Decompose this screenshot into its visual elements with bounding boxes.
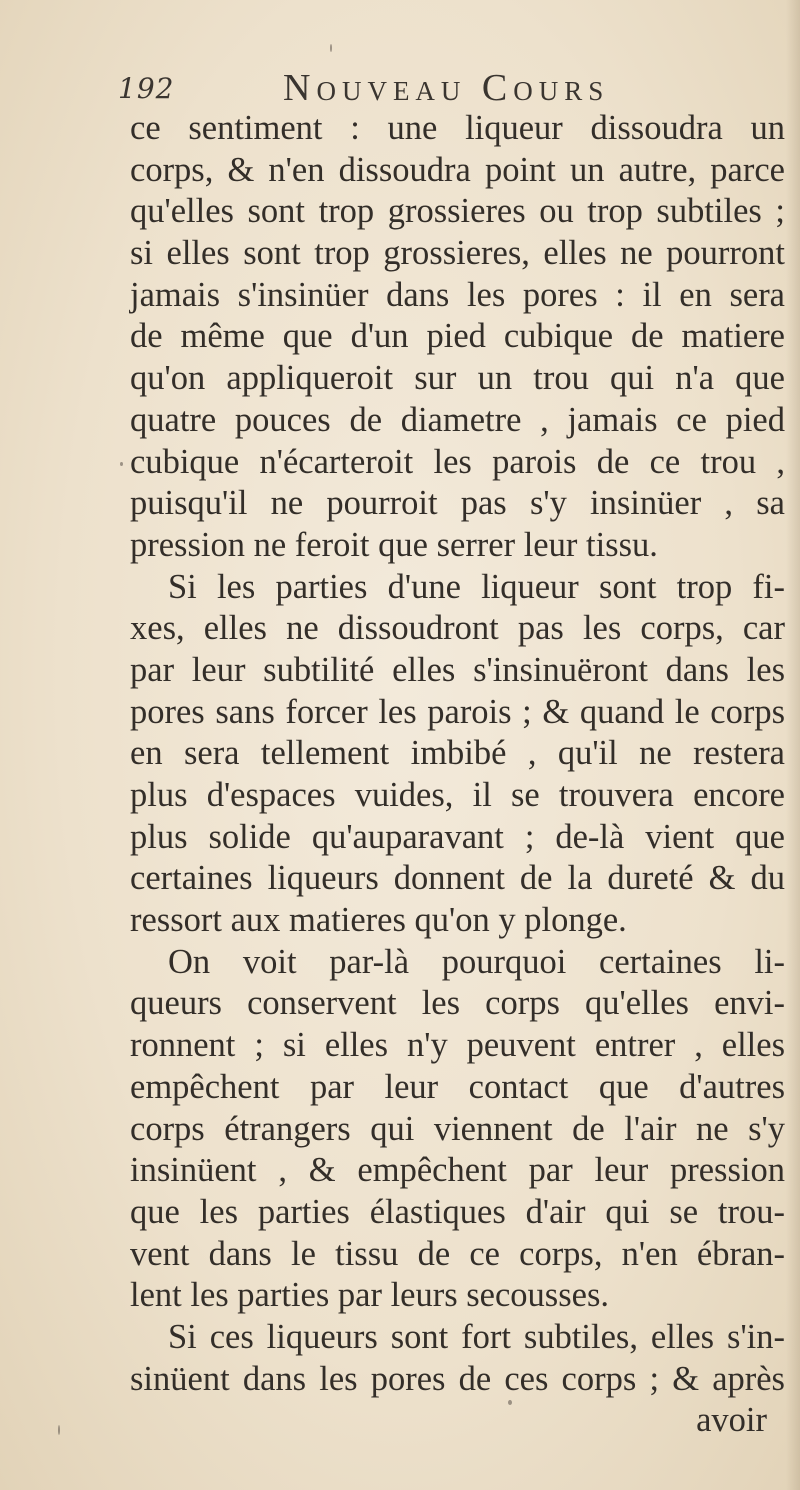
text-line: xes, elles ne dissoudront pas les corps, car bbox=[130, 609, 785, 648]
text-line: puisqu'il ne pourroit pas s'y insinüer , sa bbox=[130, 484, 785, 523]
text-line: corps étrangers qui viennent de l'air ne s'y bbox=[130, 1109, 785, 1148]
paragraph-start-line: On voit par-là pourquoi certaines li- bbox=[168, 942, 785, 981]
ink-speck bbox=[508, 1400, 512, 1405]
paragraph-start-line: Si ces liqueurs sont fort subtiles, elles s'in- bbox=[168, 1317, 785, 1356]
text-line: plus d'espaces vuides, il se trouvera encore bbox=[130, 776, 785, 814]
ink-speck bbox=[330, 44, 332, 52]
text-line: corps, & n'en dissoudra point un autre, parce bbox=[130, 150, 785, 189]
text-line: que les parties élastiques d'air qui se trou- bbox=[130, 1192, 785, 1231]
text-line: pores sans forcer les parois ; & quand le corps bbox=[130, 692, 785, 731]
text-line: jamais s'insinüer dans les pores : il en sera bbox=[130, 275, 785, 314]
text-line: queurs conservent les corps qu'elles envi- bbox=[130, 984, 785, 1023]
text-line: si elles sont trop grossieres, elles ne pourront bbox=[130, 234, 785, 273]
text-line: lent les parties par leurs secousses. bbox=[130, 1276, 610, 1315]
text-line: qu'on appliqueroit sur un trou qui n'a que bbox=[130, 359, 785, 398]
text-line: plus solide qu'auparavant ; de-là vient que bbox=[130, 817, 785, 856]
text-line: de même que d'un pied cubique de matiere bbox=[130, 317, 785, 356]
page-edge-shadow bbox=[786, 0, 800, 1490]
page-header bbox=[118, 66, 678, 112]
ink-speck bbox=[58, 1425, 60, 1435]
text-line: vent dans le tissu de ce corps, n'en ébran- bbox=[130, 1234, 785, 1273]
text-line: quatre pouces de diametre , jamais ce pied bbox=[130, 400, 785, 439]
catchword: avoir bbox=[696, 1401, 767, 1440]
text-line: ce sentiment : une liqueur dissoudra un bbox=[130, 109, 785, 147]
text-line: qu'elles sont trop grossieres ou trop subtiles ; bbox=[130, 192, 785, 231]
text-line: en sera tellement imbibé , qu'il ne restera bbox=[130, 734, 785, 773]
text-line: sinüent dans les pores de ces corps ; & après bbox=[130, 1359, 785, 1398]
text-line: certaines liqueurs donnent de la dureté & du bbox=[130, 859, 785, 898]
running-head: Nouveau Cours bbox=[283, 67, 610, 109]
text-line: empêchent par leur contact que d'autres bbox=[130, 1067, 785, 1106]
ink-speck bbox=[120, 462, 123, 466]
text-line: insinüent , & empêchent par leur pression bbox=[130, 1151, 785, 1190]
text-line: ressort aux matieres qu'on y plonge. bbox=[130, 901, 627, 940]
paragraph-start-line: Si les parties d'une liqueur sont trop fi- bbox=[168, 567, 785, 606]
text-line: par leur subtilité elles s'insinuëront dans les bbox=[130, 650, 785, 689]
text-line: cubique n'écarteroit les parois de ce trou , bbox=[130, 442, 785, 481]
page-number: 192 bbox=[118, 72, 175, 105]
body-text bbox=[130, 108, 785, 1442]
text-line: ronnent ; si elles n'y peuvent entrer , elles bbox=[130, 1026, 785, 1065]
text-line: pression ne feroit que serrer leur tissu. bbox=[130, 525, 658, 564]
